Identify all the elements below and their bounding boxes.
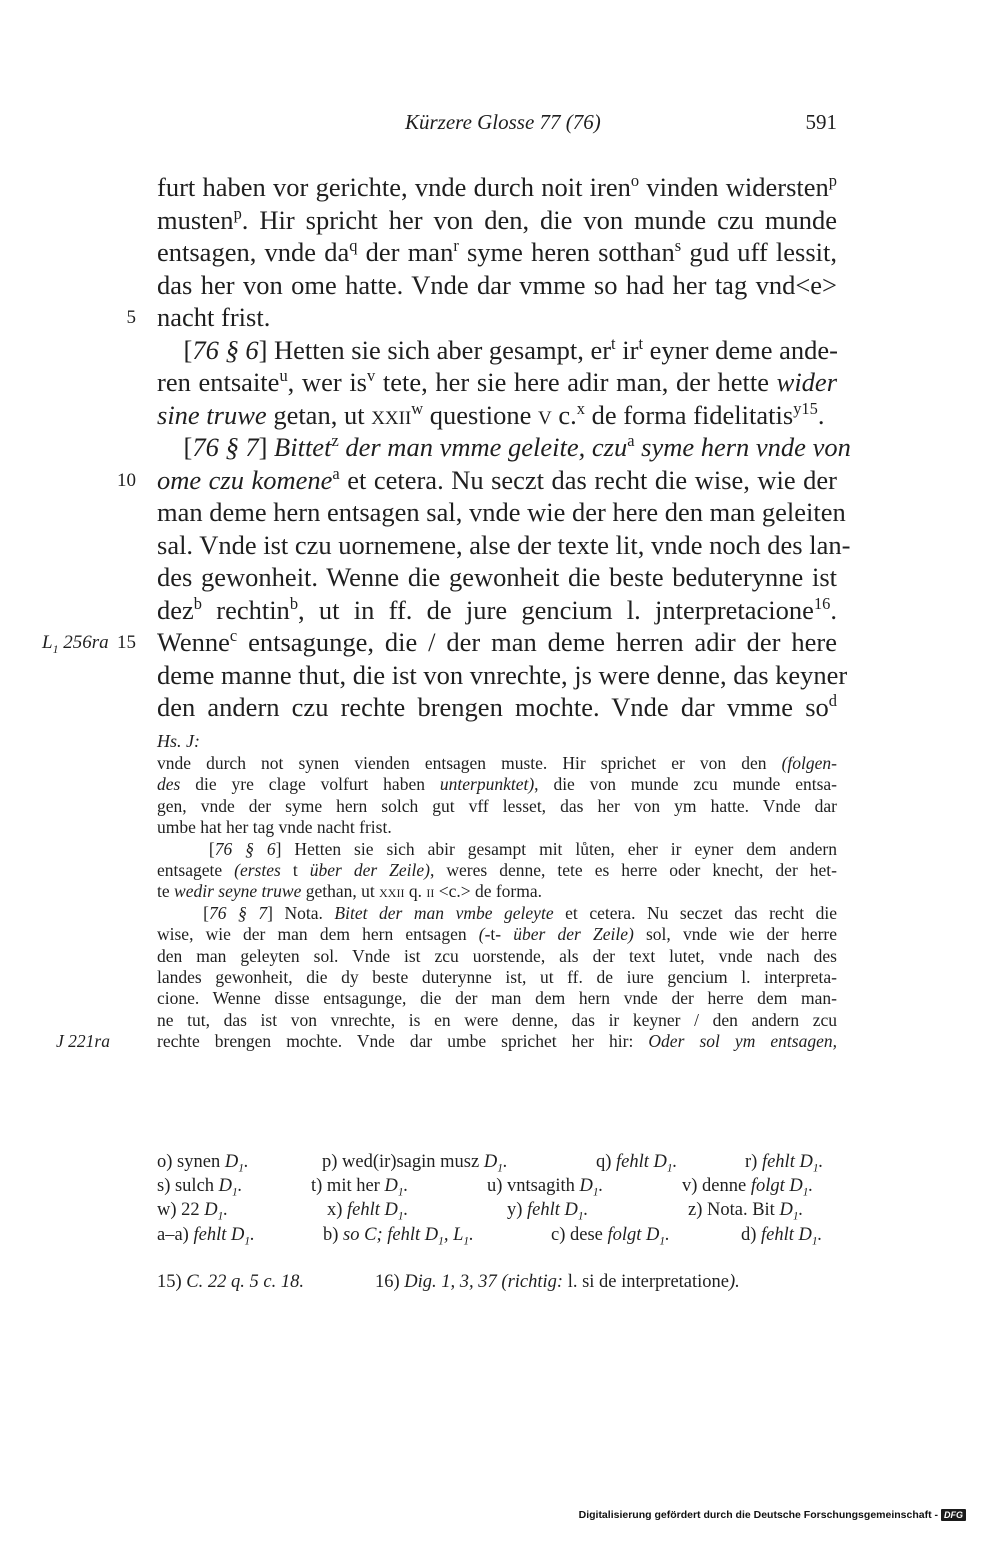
page-number: 591 xyxy=(805,110,837,134)
secondary-text-line: [76 § 7] Nota. Bitet der man vmbe geleyte et cetera. Nu seczet das recht die xyxy=(157,902,837,923)
textual-footnote: a–a) fehlt $D_1$. xyxy=(157,1224,255,1248)
textual-footnote: u) vntsagith $D_1$. xyxy=(487,1176,604,1199)
main-text-line: ren entsaite$^u$, wer $is^v$ tete, her sie here adir man, der hette wider xyxy=(157,366,838,397)
main-text-line: sal. Vnde ist czu uornemene, alse der texte lit, vnde noch des lan- xyxy=(157,529,851,560)
source-footnote: 16) Dig. 1, 3, 37 (richtig: l. si de interpretatione). xyxy=(375,1272,740,1292)
main-text-line: entsagen, vnde $da^q$ der man$^r$ syme heren sotthan$^s$ gud uff lessit, xyxy=(157,236,837,267)
textual-footnote: r) fehlt $D_1$. xyxy=(745,1152,824,1175)
secondary-text-line: landes gewonheit, die dy beste duterynne ist, ut ff. de iure gencium l. interpreta- xyxy=(157,967,837,987)
main-text-line: [76 § 7] Bittet$^z$ der man vmme geleite, czu$^a$ syme hern vnde von xyxy=(157,431,851,462)
textual-footnote: p) wed(ir)sagin musz $D_1$. xyxy=(322,1152,508,1175)
main-text-line: nacht frist. xyxy=(157,302,271,332)
secondary-text-line: [76 § 6] Hetten sie sich abir gesampt mit lůten, eher ir eyner dem andern xyxy=(157,838,837,859)
secondary-text-line: umbe hat her tag vnde nacht frist. xyxy=(157,817,392,838)
main-text-line: furt haben vor gerichte, vnde durch noit iren$^o$ vinden widersten$^p$ xyxy=(157,171,837,202)
main-text-line: ome czu komene$^a$ et cetera. Nu seczt das recht die wise, wie der xyxy=(157,463,837,495)
textual-footnote: q) fehlt $D_1$. xyxy=(596,1152,678,1175)
textual-footnote: d) fehlt $D_1$. xyxy=(741,1224,823,1248)
main-text-line: den andern czu rechte brengen mochte. Vnde dar vmme $so^d$ xyxy=(157,691,837,722)
margin-reference: J 221ra xyxy=(56,1031,110,1052)
secondary-text-line: te wedir seyne truwe gethan, ut xxii q. ii <c.> de forma. xyxy=(157,881,543,902)
main-text-line: [76 § 6] Hetten sie sich aber gesampt, $er^t$ $ir^t$ eyner deme ande- xyxy=(157,333,838,365)
textual-footnote: b) so C; fehlt $D_1$, $L_1$. xyxy=(323,1224,474,1248)
main-text-line: Wenne$^c$ entsagunge, die / der man deme herren adir der here xyxy=(157,626,837,657)
textual-footnote: o) synen $D_1$. xyxy=(157,1152,249,1175)
secondary-text-line: den man geleyten sol. Vnde ist zcu uorstende, als der text lutet, vnde nach des xyxy=(157,945,837,966)
textual-footnote: y) fehlt $D_1$. xyxy=(507,1200,589,1224)
main-text-line: man deme hern entsagen sal, vnde wie der here den man geleiten xyxy=(157,497,846,527)
secondary-text-line: wise, wie der man dem hern entsagen (-t- über der Zeile) sol, vnde wie der herre xyxy=(157,924,837,945)
source-footnote: 15) C. 22 q. 5 c. 18. xyxy=(157,1272,304,1292)
textual-footnote: s) sulch $D_1$. xyxy=(157,1176,243,1199)
funding-note-text: Digitalisierung gefördert durch die Deutsche Forschungsgemeinschaft - xyxy=(578,1509,938,1521)
textual-footnote: c) dese folgt $D_1$. xyxy=(551,1224,670,1248)
line-number: 5 xyxy=(126,307,136,328)
funding-note xyxy=(579,1509,966,1521)
secondary-text-line: ne tut, das ist von vnrechte, is en were denne, das ir keyner / den andern zcu xyxy=(157,1009,837,1030)
secondary-text-line: des die yre clage volfurt haben unterpunktet), die von munde zcu munde entsa- xyxy=(157,774,837,795)
line-number: 10 xyxy=(117,469,136,491)
main-text-line: das her von ome hatte. Vnde dar vmme so had her tag vnd<e> xyxy=(157,269,837,300)
secondary-text-line: rechte brengen mochte. Vnde dar umbe sprichet her hir: Oder sol ym entsagen, xyxy=(157,1031,837,1052)
margin-reference: $L_1$ 256ra xyxy=(42,632,109,656)
dfg-logo: DFG xyxy=(941,1509,966,1521)
main-text-line: dez$^b$ rechtin$^b$, ut in ff. de jure gencium l. jnterpretacione$^{16}$. xyxy=(157,593,837,625)
line-number: 15 xyxy=(117,632,136,653)
secondary-text-line: cione. Wenne disse entsagunge, die der man dem hern vnde der herre dem man- xyxy=(157,988,837,1009)
textual-footnote: z) Nota. Bit $D_1$. xyxy=(688,1200,804,1224)
main-text-line: sine truwe getan, ut xxii$^w$ questione v c.$^x$ de forma fidelitatis$^{y15}$. xyxy=(157,398,825,430)
main-text-line: musten$^p$. Hir spricht her von den, die von munde czu munde xyxy=(157,203,837,235)
secondary-text-line: vnde durch not synen vienden entsagen muste. Hir sprichet er von den (folgen- xyxy=(157,753,837,773)
textual-footnote: t) mit her $D_1$. xyxy=(311,1176,409,1199)
textual-footnote: x) fehlt $D_1$. xyxy=(327,1200,409,1224)
main-text-line: deme manne thut, die ist von vnrechte, js were denne, das keyner xyxy=(157,659,848,690)
secondary-heading: Hs. J: xyxy=(157,731,200,751)
main-text-line: des gewonheit. Wenne die gewonheit die beste beduterynne ist xyxy=(157,562,837,592)
textual-footnote: w) 22 $D_1$. xyxy=(157,1200,229,1224)
secondary-text-line: gen, vnde der syme hern solch gut vff lesset, das her von ym hatte. Vnde dar xyxy=(157,795,837,816)
secondary-text-line: entsagete (erstes t über der Zeile), weres denne, tete es herre oder knecht, der het- xyxy=(157,860,838,880)
textual-footnote: v) denne folgt $D_1$. xyxy=(682,1176,814,1199)
running-header-title: Kürzere Glosse 77 (76) xyxy=(405,110,601,134)
